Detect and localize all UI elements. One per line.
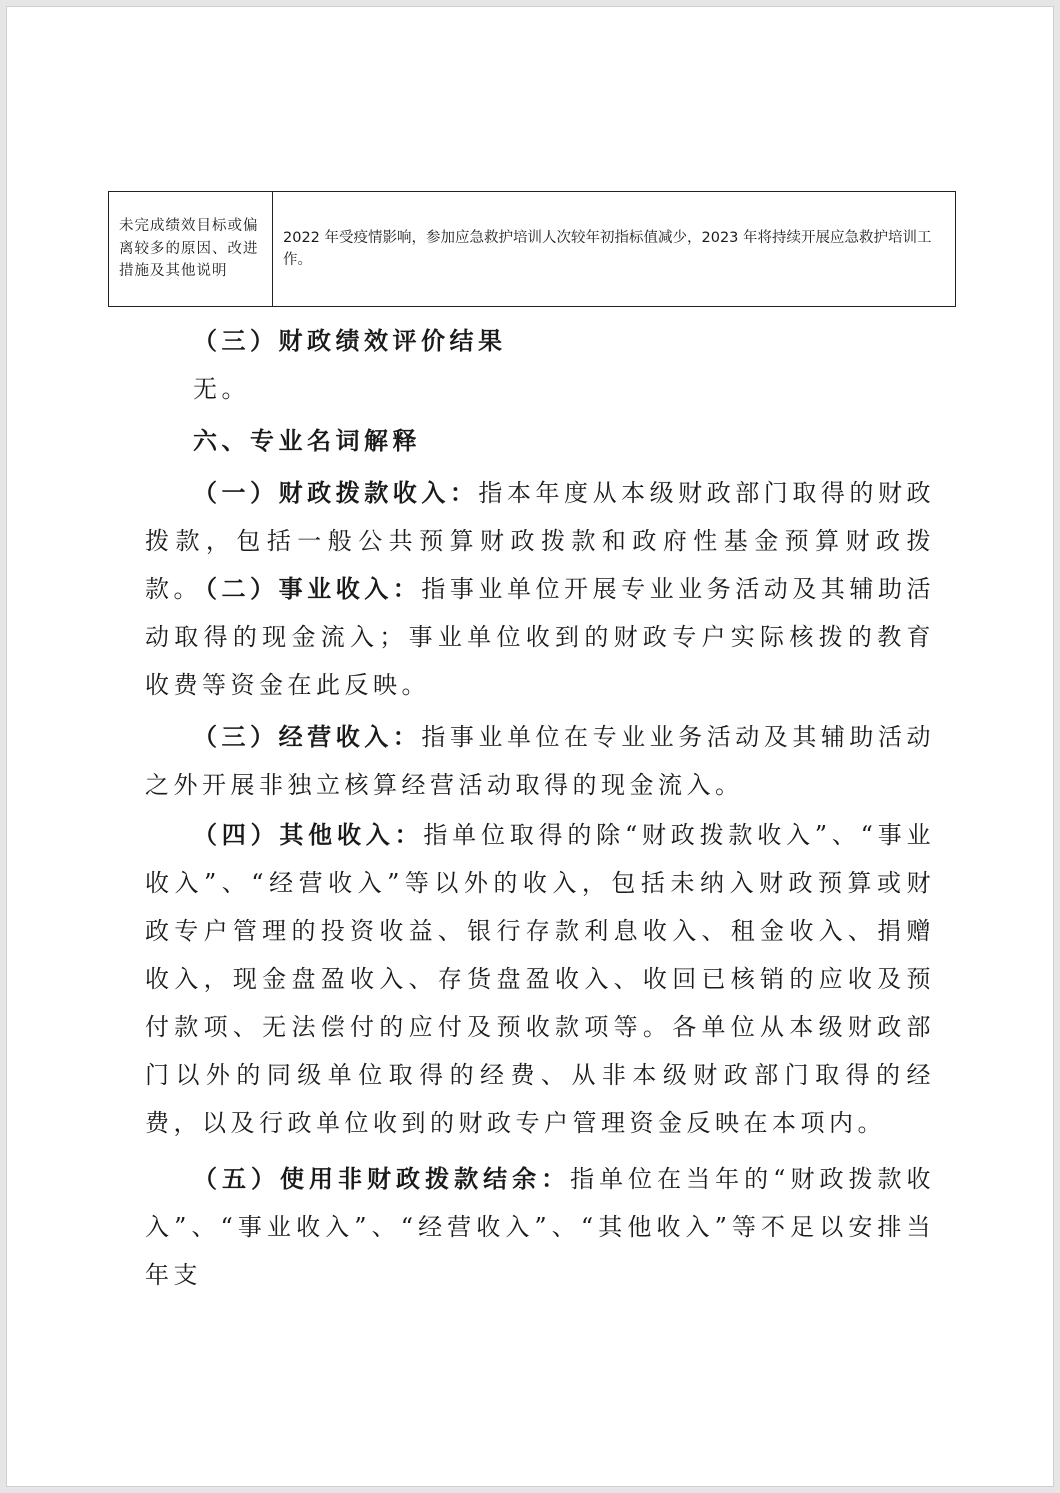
- definition-text: 指事业单位开展专业业务活动及其辅助活动取得的现金流入；事业单位收到的财政专户实际核拨的教育收费等资金在此反映。: [145, 575, 936, 699]
- table-label-cell: 未完成绩效目标或偏离较多的原因、改进措施及其他说明: [109, 192, 273, 307]
- definition-5: [145, 1155, 935, 1299]
- definition-term: （二）事业收入：: [193, 575, 422, 603]
- definition-term: （四）其他收入：: [193, 821, 424, 849]
- definition-text: 指单位取得的除“财政拨款收入”、“事业收入”、“经营收入”等以外的收入，包括未纳入财政预算或财政专户管理的投资收益、银行存款利息收入、租金收入、捐赠收入，现金盘盈收入、存货盘盈收入、收回已核销的应收及预付款项、无法偿付的应付及预收款项等。各单位从本级财政部门以外的同级单位取得的经费、从非本级财政部门取得的经费，以及行政单位收到的财政专户管理资金反映在本项内。: [145, 821, 936, 1137]
- table-content-cell: 2022 年受疫情影响，参加应急救护培训人次较年初指标值减少，2023 年将持续开展应急救护培训工作。: [273, 192, 956, 307]
- section3-body: 无。: [193, 375, 250, 403]
- definition-4: [145, 811, 935, 1147]
- performance-explanation-table: [108, 191, 956, 307]
- section3-heading: （三）财政绩效评价结果: [193, 327, 507, 355]
- definition-term: （三）经营收入：: [193, 723, 422, 751]
- definition-term: （一）财政拨款收入：: [193, 479, 479, 507]
- definition-text: 指本年度从本级财政部门取得的财政拨款，包括一般公共预算财政拨款和政府性基金预算财政拨款。: [145, 479, 936, 603]
- definition-text: 指事业单位在专业业务活动及其辅助活动之外开展非独立核算经营活动取得的现金流入。: [145, 723, 936, 799]
- section6-heading: 六、专业名词解释: [193, 427, 421, 455]
- document-page: [6, 6, 1054, 1487]
- definition-text: 指单位在当年的“财政拨款收入”、“事业收入”、“经营收入”、“其他收入”等不足以安排当年支: [145, 1165, 935, 1289]
- table-row: [109, 192, 956, 307]
- definition-term: （五）使用非财政拨款结余：: [193, 1165, 571, 1193]
- definition-3: [145, 713, 935, 809]
- definition-2: [145, 565, 935, 709]
